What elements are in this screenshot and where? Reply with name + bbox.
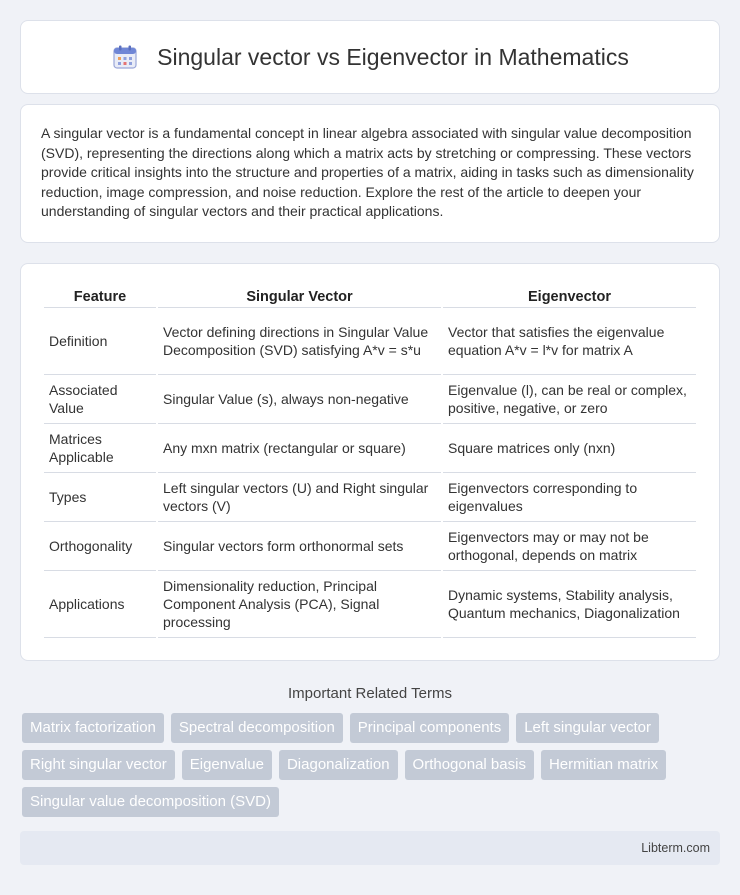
table-row (44, 375, 696, 424)
tag-eigenvalue[interactable]: Eigenvalue (182, 750, 272, 780)
tag-orthogonal-basis[interactable]: Orthogonal basis (405, 750, 534, 780)
tag-hermitian-matrix[interactable]: Hermitian matrix (541, 750, 666, 780)
footer-site-link[interactable]: Libterm.com (641, 841, 710, 855)
table-row (44, 308, 696, 375)
table-row (44, 522, 696, 571)
table-cell: Eigenvectors corresponding to eigenvalues (443, 473, 696, 522)
table-cell: Vector that satisfies the eigenvalue equation A*v = l*v for matrix A (443, 308, 696, 375)
calendar-icon (111, 43, 139, 71)
table-cell: Applications (44, 571, 156, 638)
table-cell: Orthogonality (44, 522, 156, 571)
table-cell: Associated Value (44, 375, 156, 424)
header-eigenvector: Eigenvector (443, 284, 696, 308)
header-feature: Feature (44, 284, 156, 308)
comparison-card (20, 263, 720, 661)
table-row (44, 473, 696, 522)
table-cell: Any mxn matrix (rectangular or square) (158, 424, 441, 473)
title-card (20, 20, 720, 94)
related-terms-title: Important Related Terms (288, 685, 452, 702)
tag-diagonalization[interactable]: Diagonalization (279, 750, 398, 780)
intro-text: A singular vector is a fundamental concept in linear algebra associated with singular value decomposition (SVD), representing the directions along which a matrix acts by stretching or compressing. These vectors provide critical insights into the structure and properties of a matrix, aiding in tasks such as dimensionality reduction, image compression, and noise reduction. Explore the rest of the article to deepen your understanding of singular vectors and their practical applications. (41, 125, 694, 219)
table-cell: Dimensionality reduction, Principal Component Analysis (PCA), Signal processing (158, 571, 441, 638)
tag-right-singular-vector[interactable]: Right singular vector (22, 750, 175, 780)
related-terms-section (0, 685, 740, 817)
table-cell: Matrices Applicable (44, 424, 156, 473)
table-cell: Left singular vectors (U) and Right singular vectors (V) (158, 473, 441, 522)
table-cell: Singular Value (s), always non-negative (158, 375, 441, 424)
header-singular-vector: Singular Vector (158, 284, 441, 308)
tag-left-singular-vector[interactable]: Left singular vector (516, 713, 659, 743)
table-cell: Square matrices only (nxn) (443, 424, 696, 473)
table-cell: Types (44, 473, 156, 522)
table-row (44, 571, 696, 638)
related-terms-tags (0, 713, 740, 817)
intro-card (20, 104, 720, 243)
table-cell: Definition (44, 308, 156, 375)
tag-matrix-factorization[interactable]: Matrix factorization (22, 713, 164, 743)
table-cell: Dynamic systems, Stability analysis, Quantum mechanics, Diagonalization (443, 571, 696, 638)
table-cell: Eigenvalue (l), can be real or complex, positive, negative, or zero (443, 375, 696, 424)
table-cell: Vector defining directions in Singular Value Decomposition (SVD) satisfying A*v = s*u (158, 308, 441, 375)
tag-spectral-decomposition[interactable]: Spectral decomposition (171, 713, 343, 743)
comparison-table (42, 284, 698, 638)
tag-principal-components[interactable]: Principal components (350, 713, 509, 743)
footer (20, 831, 720, 865)
table-row (44, 424, 696, 473)
table-cell: Singular vectors form orthonormal sets (158, 522, 441, 571)
tag-singular-value-decomposition[interactable]: Singular value decomposition (SVD) (22, 787, 279, 817)
table-cell: Eigenvectors may or may not be orthogonal, depends on matrix (443, 522, 696, 571)
table-header-row (44, 284, 696, 308)
page-title: Singular vector vs Eigenvector in Mathematics (157, 43, 629, 70)
